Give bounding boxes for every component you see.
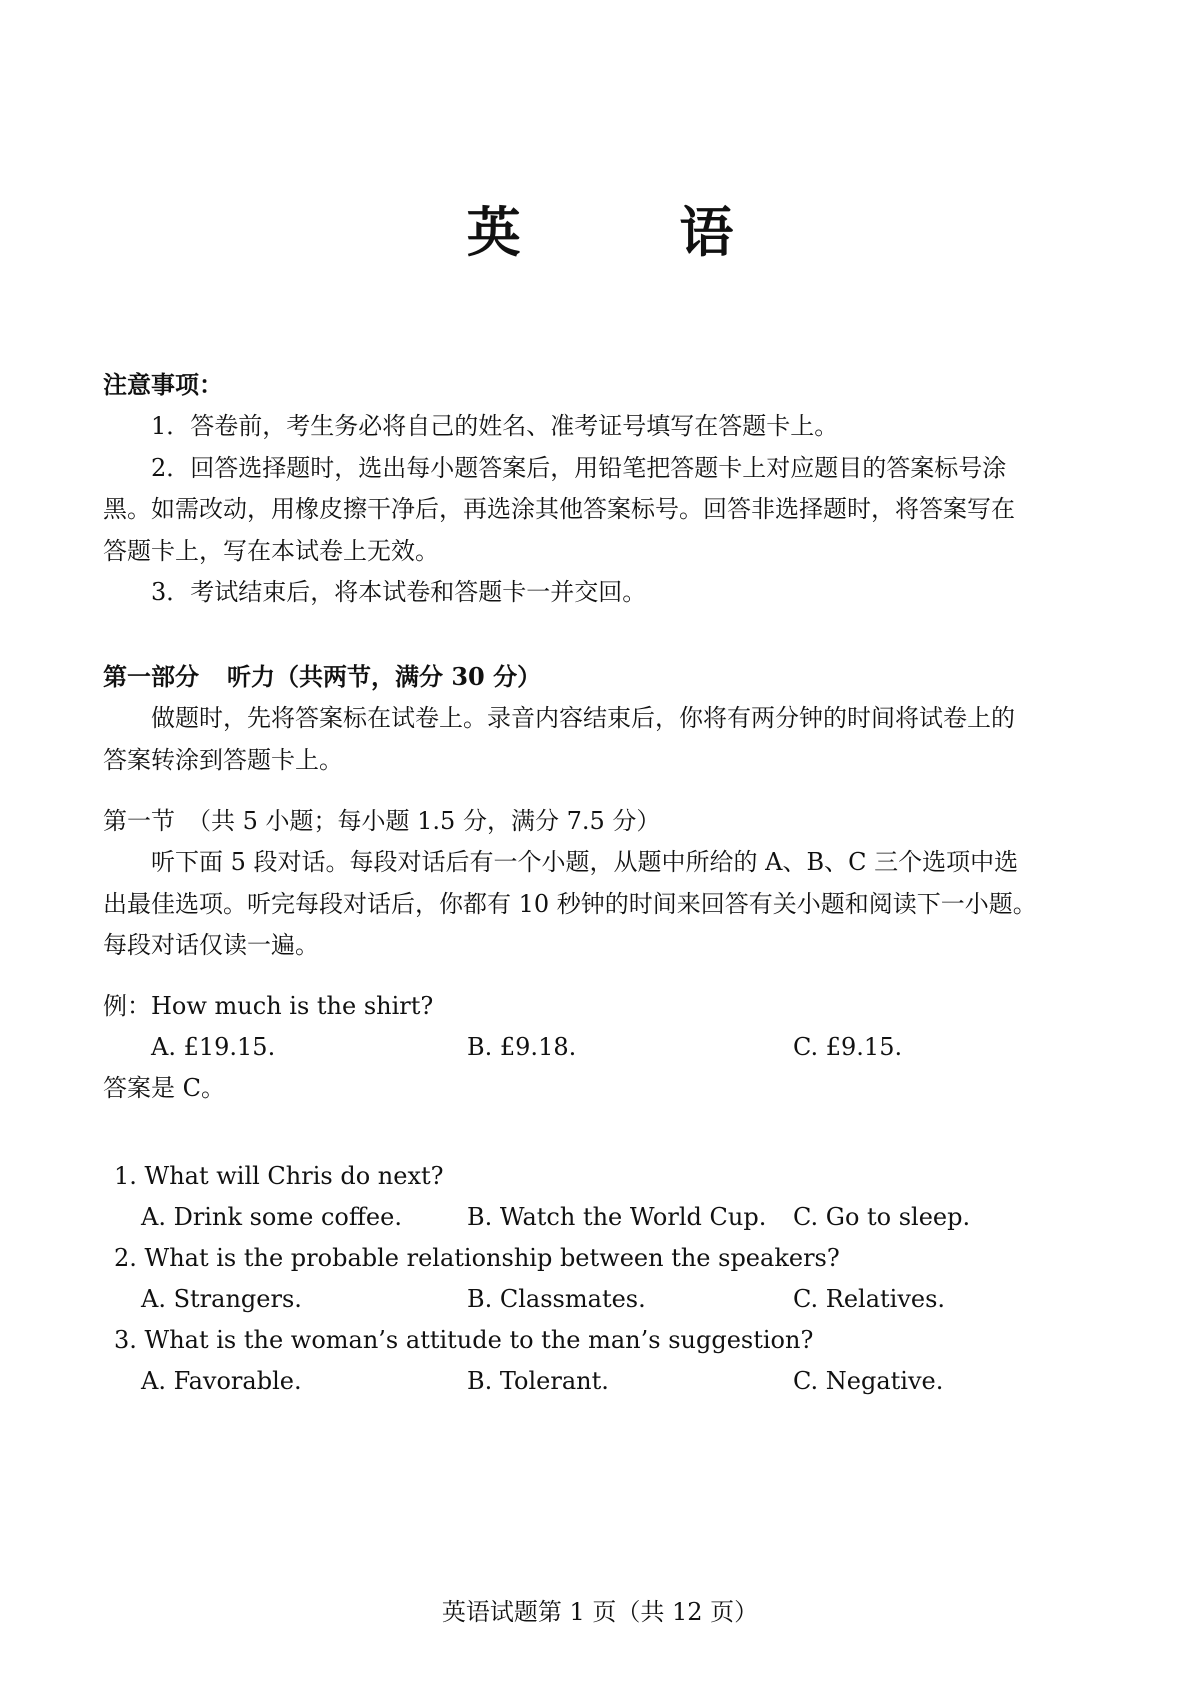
section1-heading: 第一节 （共 5 小题；每小题 1.5 分，满分 7.5 分） xyxy=(103,807,661,835)
page-footer: 英语试题第 1 页（共 12 页） xyxy=(441,1598,759,1626)
notice-item: 3．考试结束后，将本试卷和答题卡一并交回。 xyxy=(151,578,647,606)
part1-instruction: 答案转涂到答题卡上。 xyxy=(103,746,343,774)
option-a: A. Drink some coffee. xyxy=(141,1203,402,1231)
question-options xyxy=(0,1203,1200,1233)
question-options xyxy=(0,1367,1200,1397)
example-option-b: B. £9.18. xyxy=(467,1033,577,1061)
option-c: C. Go to sleep. xyxy=(793,1203,971,1231)
section1-instruction: 每段对话仅读一遍。 xyxy=(103,931,319,959)
part1-instruction: 做题时，先将答案标在试卷上。录音内容结束后，你将有两分钟的时间将试卷上的 xyxy=(151,704,1015,732)
part1-heading xyxy=(103,663,541,692)
notice-heading: 注意事项： xyxy=(103,370,223,399)
option-c: C. Relatives. xyxy=(793,1285,946,1313)
part1-heading-left: 第一部分 xyxy=(103,662,199,691)
question-text: 2. What is the probable relationship between the speakers? xyxy=(114,1244,840,1272)
example-option-a: A. £19.15. xyxy=(151,1033,276,1061)
notice-item: 1．答卷前，考生务必将自己的姓名、准考证号填写在答题卡上。 xyxy=(151,412,839,440)
example-options xyxy=(0,1033,1200,1063)
notice-item: 黑。如需改动，用橡皮擦干净后，再选涂其他答案标号。回答非选择题时，将答案写在 xyxy=(103,495,1015,523)
question-text: 1. What will Chris do next? xyxy=(114,1162,444,1190)
option-a: A. Strangers. xyxy=(141,1285,302,1313)
notice-item: 2．回答选择题时，选出每小题答案后，用铅笔把答题卡上对应题目的答案标号涂 xyxy=(151,454,1007,482)
notice-item: 答题卡上，写在本试卷上无效。 xyxy=(103,537,439,565)
example-question: 例：How much is the shirt? xyxy=(103,992,434,1020)
option-b: B. Classmates. xyxy=(467,1285,646,1313)
section1-instruction: 听下面 5 段对话。每段对话后有一个小题，从题中所给的 A、B、C 三个选项中选 xyxy=(151,848,1019,876)
option-b: B. Watch the World Cup. xyxy=(467,1203,767,1231)
part1-heading-right: 听力（共两节，满分 30 分） xyxy=(227,662,542,691)
section1-instruction: 出最佳选项。听完每段对话后，你都有 10 秒钟的时间来回答有关小题和阅读下一小题。 xyxy=(103,890,1037,918)
option-a: A. Favorable. xyxy=(141,1367,302,1395)
example-answer: 答案是 C。 xyxy=(103,1074,225,1102)
option-c: C. Negative. xyxy=(793,1367,944,1395)
option-b: B. Tolerant. xyxy=(467,1367,609,1395)
example-option-c: C. £9.15. xyxy=(793,1033,903,1061)
question-options xyxy=(0,1285,1200,1315)
question-text: 3. What is the woman’s attitude to the man’s suggestion? xyxy=(114,1326,814,1354)
page-title: 英 语 xyxy=(466,200,804,264)
